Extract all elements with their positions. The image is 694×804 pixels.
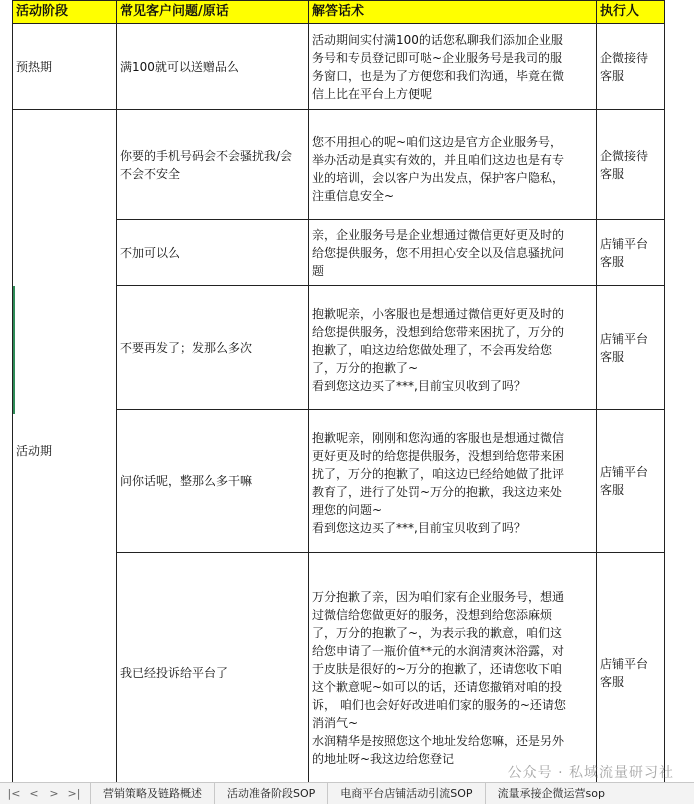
executor-cell[interactable]: 店铺平台 客服 xyxy=(597,286,665,410)
tab-activity-prep-sop[interactable]: 活动准备阶段SOP xyxy=(214,783,327,804)
header-row xyxy=(13,1,665,24)
executor-cell[interactable]: 企微接待 客服 xyxy=(597,24,665,110)
stage-cell-preheat[interactable]: 预热期 xyxy=(13,24,117,110)
question-cell[interactable]: 我已经投诉给平台了 xyxy=(117,553,309,783)
first-sheet-icon[interactable]: |< xyxy=(7,787,21,800)
executor-cell[interactable]: 企微接待 客服 xyxy=(597,110,665,220)
watermark: 公众号 · 私域流量研习社 xyxy=(507,765,674,781)
next-sheet-icon[interactable]: > xyxy=(49,787,59,800)
answer-cell[interactable]: 您不用担心的呢~咱们这边是官方企业服务号， 举办活动是真实有效的，并且咱们这边也是有专 业的培训，会以客户为出发点，保护客户隐私， 注重信息安全~ xyxy=(309,110,597,220)
question-cell[interactable]: 你要的手机号码会不会骚扰我/会 不会不安全 xyxy=(117,110,309,220)
question-cell[interactable]: 不要再发了；发那么多次 xyxy=(117,286,309,410)
table-row xyxy=(13,110,665,220)
answer-cell[interactable]: 万分抱歉了亲，因为咱们家有企业服务号，想通 过微信给您做更好的服务，没想到给您添麻烦 了，万分的抱歉了~，为表示我的歉意，咱们这 给您申请了一瓶价值**元的水润清爽沐浴露，对 于皮肤是很好的~万分的抱歉了，还请您收下咱 这个歉意呢~如可以的话，还请您撤销对咱的投 诉， 咱们也会好好改进咱们家的服务的~还请您 消消气~ 水润精华是按照您这个地址发给您嘛，还是另外 的地址呀~我这边给您登记 xyxy=(309,553,597,783)
sop-table xyxy=(12,0,665,782)
header-question[interactable]: 常见客户问题/原话 xyxy=(117,1,309,24)
executor-cell[interactable]: 店铺平台 客服 xyxy=(597,220,665,286)
stage-cell-active[interactable]: 活动期 xyxy=(13,110,117,783)
answer-cell[interactable]: 抱歉呢亲，小客服也是想通过微信更好更及时的 给您提供服务，没想到给您带来困扰了，万分的 抱歉了，咱这边给您做处理了，不会再发给您 了，万分的抱歉了~ 看到您这边买了***,目前宝贝收到了吗？ xyxy=(309,286,597,410)
prev-sheet-icon[interactable]: < xyxy=(29,787,39,800)
tab-wecom-ops-sop[interactable]: 流量承接企微运营sop xyxy=(485,783,617,804)
answer-cell[interactable]: 抱歉呢亲，刚刚和您沟通的客服也是想通过微信 更好更及时的给您提供服务，没想到给您带来困 扰了，万分的抱歉了，咱这边已经给她做了批评 教育了，进行了处罚~万分的抱歉，我这边来处 理您的问题~ 看到您这边买了***,目前宝贝收到了吗？ xyxy=(309,410,597,553)
question-cell[interactable]: 满100就可以送赠品么 xyxy=(117,24,309,110)
answer-cell[interactable]: 活动期间实付满100的话您私聊我们添加企业服 务号和专员登记即可哒~企业服务号是我司的服 务窗口，也是为了方便您和我们沟通，毕竟在微 信上比在平台上方便呢 xyxy=(309,24,597,110)
question-cell[interactable]: 问你话呢，整那么多干嘛 xyxy=(117,410,309,553)
executor-cell[interactable]: 店铺平台 客服 xyxy=(597,553,665,783)
sheet-nav-group xyxy=(0,787,90,800)
header-executor[interactable]: 执行人 xyxy=(597,1,665,24)
sheet-tab-bar xyxy=(0,782,694,804)
executor-cell[interactable]: 店铺平台 客服 xyxy=(597,410,665,553)
answer-cell[interactable]: 亲，企业服务号是企业想通过微信更好更及时的 给您提供服务，您不用担心安全以及信息骚扰问 题 xyxy=(309,220,597,286)
header-stage[interactable]: 活动阶段 xyxy=(13,1,117,24)
question-cell[interactable]: 不加可以么 xyxy=(117,220,309,286)
last-sheet-icon[interactable]: >| xyxy=(67,787,81,800)
table-row xyxy=(13,24,665,110)
header-answer[interactable]: 解答话术 xyxy=(309,1,597,24)
tab-store-traffic-sop[interactable]: 电商平台店铺活动引流SOP xyxy=(327,783,484,804)
tab-marketing-strategy[interactable]: 营销策略及链路概述 xyxy=(90,783,214,804)
